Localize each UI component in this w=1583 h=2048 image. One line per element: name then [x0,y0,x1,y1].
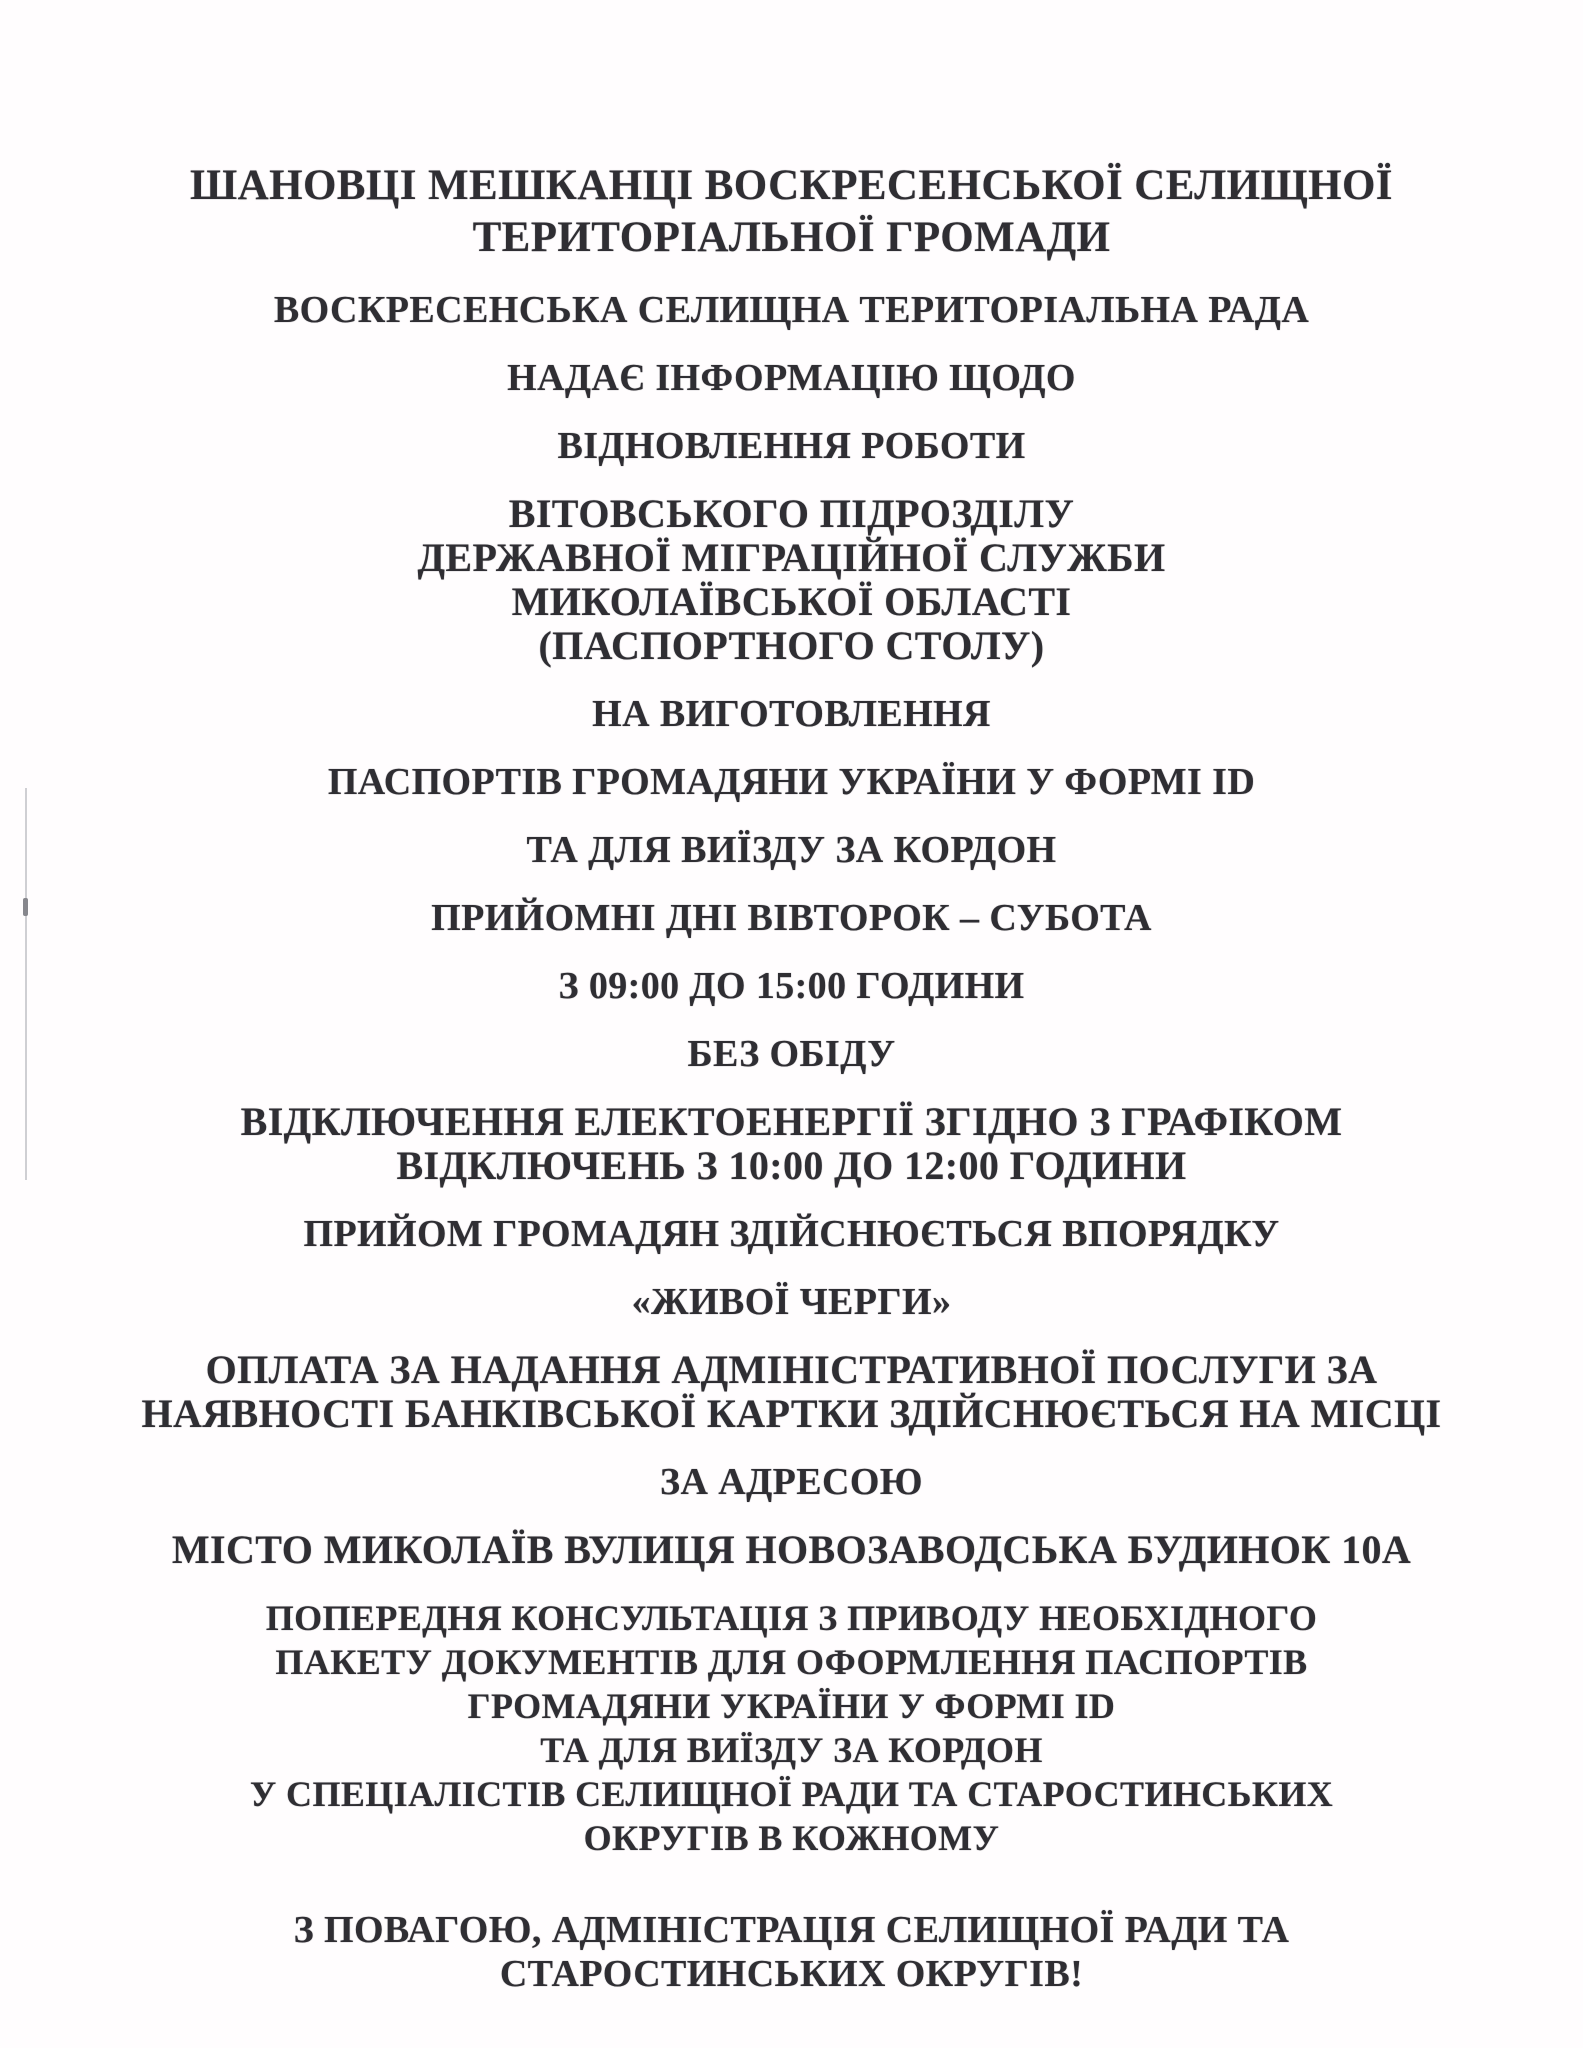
paragraph-travel-abroad [42,828,1542,872]
title-line: ТЕРИТОРІАЛЬНОЇ ГРОМАДИ [472,214,1111,261]
title-line: ШАНОВЦІ МЕШКАНЦІ ВОСКРЕСЕНСЬКОЇ СЕЛИЩНОЇ [190,162,1393,209]
paragraph-council-name [42,288,1542,332]
text-line: ВІДКЛЮЧЕНЬ З 10:00 ДО 12:00 ГОДИНИ [396,1143,1187,1188]
text-line: БЕЗ ОБІДУ [687,1033,896,1075]
text-line: ВОСКРЕСЕНСЬКА СЕЛИЩНА ТЕРИТОРІАЛЬНА РАДА [273,289,1310,331]
text-line: МІСТО МИКОЛАЇВ ВУЛИЦЯ НОВОЗАВОДСЬКА БУДИНОК 10А [171,1527,1412,1572]
paragraph-live-queue [42,1280,1542,1324]
paragraph-migration-service [42,492,1542,668]
text-line: ПАСПОРТІВ ГРОМАДЯНИ УКРАЇНИ У ФОРМІ ID [327,761,1256,803]
paragraph-address [42,1528,1542,1572]
text-line: ВІТОВСЬКОГО ПІДРОЗДІЛУ [508,491,1075,536]
text-line: ПРИЙОМ ГРОМАДЯН ЗДІЙСНЮЄТЬСЯ ВПОРЯДКУ [303,1213,1280,1255]
text-line: ГРОМАДЯНИ УКРАЇНИ У ФОРМІ ID [467,1686,1116,1726]
text-line: «ЖИВОЇ ЧЕРГИ» [631,1281,952,1323]
scan-artifact-mark [23,898,28,916]
text-line: (ПАСПОРТНОГО СТОЛУ) [538,623,1045,668]
paragraph-payment [42,1348,1542,1436]
paragraph-for-production [42,692,1542,736]
announcement-content [42,0,1542,1996]
text-line: ДЕРЖАВНОЇ МІГРАЦІЙНОЇ СЛУЖБИ [417,535,1166,580]
paragraph-no-lunch-break [42,1032,1542,1076]
text-line: ПРИЙОМНІ ДНІ ВІВТОРОК – СУБОТА [431,897,1152,939]
paragraph-at-address [42,1460,1542,1504]
text-line: ПАКЕТУ ДОКУМЕНТІВ ДЛЯ ОФОРМЛЕННЯ ПАСПОРТІВ [275,1642,1308,1682]
paragraph-power-outage [42,1100,1542,1188]
page-title [42,160,1542,264]
paragraph-reception-days [42,896,1542,940]
scan-artifact-line [25,788,27,1180]
paragraph-working-hours [42,964,1542,1008]
text-line: НАДАЄ ІНФОРМАЦІЮ ЩОДО [507,357,1076,399]
paragraph-provides-info [42,356,1542,400]
text-line: СТАРОСТИНСЬКИХ ОКРУГІВ! [499,1953,1084,1995]
text-line: ОКРУГІВ В КОЖНОМУ [583,1818,1000,1858]
text-line: ТА ДЛЯ ВИЇЗДУ ЗА КОРДОН [540,1730,1043,1770]
text-line: З ПОВАГОЮ, АДМІНІСТРАЦІЯ СЕЛИЩНОЇ РАДИ ТА [293,1909,1290,1951]
paragraph-reception-order [42,1212,1542,1256]
text-line: ТА ДЛЯ ВИЇЗДУ ЗА КОРДОН [526,829,1057,871]
text-line: МИКОЛАЇВСЬКОЇ ОБЛАСТІ [511,579,1072,624]
text-line: ПОПЕРЕДНЯ КОНСУЛЬТАЦІЯ З ПРИВОДУ НЕОБХІДНОГО [265,1598,1318,1638]
text-line: ВІДНОВЛЕННЯ РОБОТИ [557,425,1026,467]
text-line: НАЯВНОСТІ БАНКІВСЬКОЇ КАРТКИ ЗДІЙСНЮЄТЬСЯ НА МІСЦІ [141,1391,1442,1436]
text-line: З 09:00 ДО 15:00 ГОДИНИ [558,965,1025,1007]
text-line: НА ВИГОТОВЛЕННЯ [592,693,991,735]
text-line: ВІДКЛЮЧЕННЯ ЕЛЕКТОЕНЕРГІЇ ЗГІДНО З ГРАФІКОМ [240,1099,1343,1144]
signature [42,1908,1542,1996]
text-line: У СПЕЦІАЛІСТІВ СЕЛИЩНОЇ РАДИ ТА СТАРОСТИНСЬКИХ [249,1774,1334,1814]
text-line: ОПЛАТА ЗА НАДАННЯ АДМІНІСТРАТИВНОЇ ПОСЛУГИ ЗА [205,1347,1378,1392]
paragraph-work-resumption [42,424,1542,468]
text-line: ЗА АДРЕСОЮ [660,1461,923,1503]
paragraph-id-passports [42,760,1542,804]
paragraph-consultation [42,1596,1542,1860]
